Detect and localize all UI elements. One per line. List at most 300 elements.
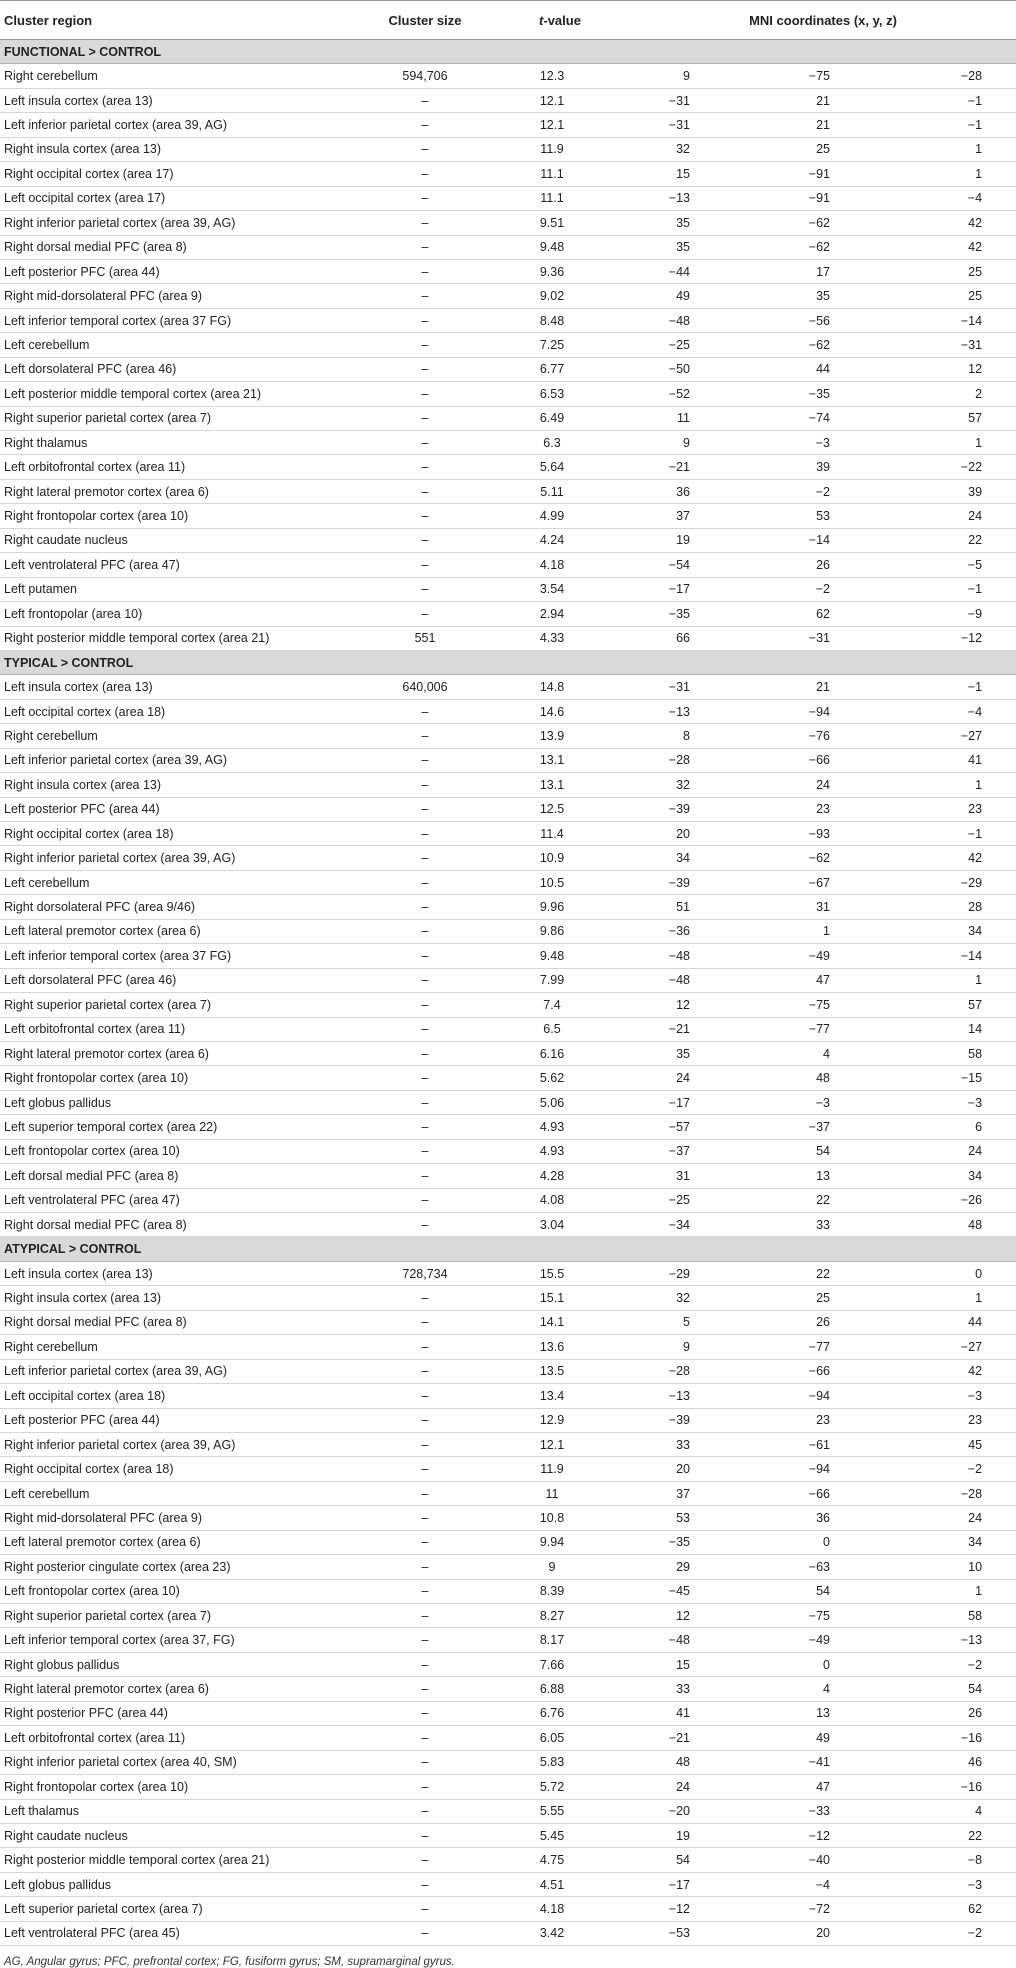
cell-cluster-size: – xyxy=(360,748,490,772)
cell-mni-x: −48 xyxy=(630,308,720,332)
cell-mni-z: −4 xyxy=(860,699,1016,723)
cell-region: Left insula cortex (area 13) xyxy=(0,88,360,112)
cell-cluster-size: – xyxy=(360,724,490,748)
cell-t-value: 3.04 xyxy=(490,1213,630,1237)
cell-t-value: 12.1 xyxy=(490,113,630,137)
table-row xyxy=(0,1701,1016,1725)
cell-mni-y: −66 xyxy=(720,748,860,772)
cell-mni-x: −37 xyxy=(630,1139,720,1163)
cell-mni-x: 37 xyxy=(630,1481,720,1505)
cell-t-value: 10.5 xyxy=(490,870,630,894)
table-row xyxy=(0,1066,1016,1090)
cell-t-value: 9.96 xyxy=(490,895,630,919)
cell-cluster-size: – xyxy=(360,1359,490,1383)
table-row xyxy=(0,113,1016,137)
cell-cluster-size: – xyxy=(360,382,490,406)
cell-mni-y: −75 xyxy=(720,64,860,88)
cell-t-value: 6.16 xyxy=(490,1041,630,1065)
cell-t-value: 4.51 xyxy=(490,1872,630,1896)
cell-t-value: 5.83 xyxy=(490,1750,630,1774)
cell-cluster-size: 551 xyxy=(360,626,490,650)
cell-region: Right posterior cingulate cortex (area 23) xyxy=(0,1555,360,1579)
cell-mni-y: 21 xyxy=(720,675,860,699)
table-row xyxy=(0,1041,1016,1065)
cell-cluster-size: – xyxy=(360,993,490,1017)
table-row xyxy=(0,1775,1016,1799)
cell-t-value: 7.4 xyxy=(490,993,630,1017)
cell-region: Right mid-dorsolateral PFC (area 9) xyxy=(0,284,360,308)
table-row xyxy=(0,724,1016,748)
cell-mni-y: 13 xyxy=(720,1164,860,1188)
cell-region: Right mid-dorsolateral PFC (area 9) xyxy=(0,1506,360,1530)
table-row xyxy=(0,919,1016,943)
table-footnote: AG, Angular gyrus; PFC, prefrontal cortex; FG, fusiform gyrus; SM, supramarginal gyrus. xyxy=(4,1956,455,1968)
cell-mni-y: 23 xyxy=(720,1408,860,1432)
table-row xyxy=(0,577,1016,601)
table-row xyxy=(0,1921,1016,1945)
table-row xyxy=(0,1652,1016,1676)
cell-cluster-size: – xyxy=(360,1775,490,1799)
cell-mni-y: −75 xyxy=(720,1604,860,1628)
table-row xyxy=(0,870,1016,894)
cell-mni-z: −1 xyxy=(860,577,1016,601)
cell-region: Right superior parietal cortex (area 7) xyxy=(0,993,360,1017)
cell-mni-y: −94 xyxy=(720,1384,860,1408)
cell-mni-x: 48 xyxy=(630,1750,720,1774)
cell-t-value: 3.42 xyxy=(490,1921,630,1945)
cell-mni-z: 14 xyxy=(860,1017,1016,1041)
cell-mni-z: −3 xyxy=(860,1872,1016,1896)
cell-region: Left posterior PFC (area 44) xyxy=(0,1408,360,1432)
cell-mni-z: 23 xyxy=(860,797,1016,821)
cell-mni-x: −35 xyxy=(630,602,720,626)
cell-cluster-size: – xyxy=(360,1408,490,1432)
table-row xyxy=(0,1139,1016,1163)
cell-t-value: 9.36 xyxy=(490,259,630,283)
cell-mni-x: −39 xyxy=(630,797,720,821)
cell-t-value: 8.39 xyxy=(490,1579,630,1603)
table-row xyxy=(0,1481,1016,1505)
cell-region: Left orbitofrontal cortex (area 11) xyxy=(0,1017,360,1041)
cell-region: Right dorsal medial PFC (area 8) xyxy=(0,1310,360,1334)
cell-mni-y: 36 xyxy=(720,1506,860,1530)
table-row xyxy=(0,1335,1016,1359)
cell-mni-y: 53 xyxy=(720,504,860,528)
cell-mni-z: 57 xyxy=(860,993,1016,1017)
cell-t-value: 4.24 xyxy=(490,528,630,552)
cell-mni-x: 32 xyxy=(630,1286,720,1310)
cell-mni-x: −20 xyxy=(630,1799,720,1823)
cell-mni-y: 62 xyxy=(720,602,860,626)
cell-cluster-size: – xyxy=(360,822,490,846)
table-row xyxy=(0,479,1016,503)
cell-mni-z: 42 xyxy=(860,211,1016,235)
cell-cluster-size: – xyxy=(360,919,490,943)
cell-mni-z: 23 xyxy=(860,1408,1016,1432)
table-row xyxy=(0,1432,1016,1456)
cell-mni-y: 35 xyxy=(720,284,860,308)
cell-region: Right inferior parietal cortex (area 40, SM) xyxy=(0,1750,360,1774)
cell-mni-x: −28 xyxy=(630,1359,720,1383)
cell-mni-z: 28 xyxy=(860,895,1016,919)
cell-cluster-size: – xyxy=(360,870,490,894)
table-row xyxy=(0,1017,1016,1041)
cell-region: Right inferior parietal cortex (area 39, AG) xyxy=(0,846,360,870)
cell-region: Left dorsolateral PFC (area 46) xyxy=(0,968,360,992)
cell-t-value: 9 xyxy=(490,1555,630,1579)
cell-cluster-size: 594,706 xyxy=(360,64,490,88)
table-row xyxy=(0,406,1016,430)
table-row xyxy=(0,308,1016,332)
table-row xyxy=(0,455,1016,479)
cell-cluster-size: – xyxy=(360,602,490,626)
table-header xyxy=(0,1,1016,40)
cell-t-value: 5.11 xyxy=(490,479,630,503)
cell-mni-z: −14 xyxy=(860,944,1016,968)
cell-mni-x: 19 xyxy=(630,528,720,552)
cell-mni-y: 39 xyxy=(720,455,860,479)
cell-mni-x: 9 xyxy=(630,1335,720,1359)
cell-mni-z: 39 xyxy=(860,479,1016,503)
cell-mni-y: −56 xyxy=(720,308,860,332)
cell-t-value: 14.1 xyxy=(490,1310,630,1334)
cell-mni-z: 1 xyxy=(860,968,1016,992)
cell-t-value: 2.94 xyxy=(490,602,630,626)
cell-cluster-size: 640,006 xyxy=(360,675,490,699)
cell-mni-x: 24 xyxy=(630,1775,720,1799)
table-body xyxy=(0,40,1016,1946)
cell-t-value: 8.27 xyxy=(490,1604,630,1628)
cell-mni-y: −66 xyxy=(720,1481,860,1505)
cell-mni-y: −41 xyxy=(720,1750,860,1774)
cell-cluster-size: – xyxy=(360,1652,490,1676)
cell-region: Left orbitofrontal cortex (area 11) xyxy=(0,455,360,479)
cell-mni-z: 22 xyxy=(860,1823,1016,1847)
cell-region: Right inferior parietal cortex (area 39, AG) xyxy=(0,211,360,235)
cell-mni-y: −76 xyxy=(720,724,860,748)
cell-mni-x: −13 xyxy=(630,1384,720,1408)
cell-region: Left posterior PFC (area 44) xyxy=(0,797,360,821)
table-row xyxy=(0,993,1016,1017)
table-row xyxy=(0,1530,1016,1554)
cell-t-value: 9.51 xyxy=(490,211,630,235)
cell-cluster-size: – xyxy=(360,1115,490,1139)
cell-mni-y: 17 xyxy=(720,259,860,283)
cell-cluster-size: – xyxy=(360,968,490,992)
cell-mni-z: −3 xyxy=(860,1090,1016,1114)
cell-mni-z: 58 xyxy=(860,1604,1016,1628)
cell-t-value: 4.93 xyxy=(490,1115,630,1139)
table-row xyxy=(0,968,1016,992)
cell-mni-z: −16 xyxy=(860,1726,1016,1750)
cell-cluster-size: – xyxy=(360,944,490,968)
cell-cluster-size: – xyxy=(360,1604,490,1628)
cell-mni-x: 49 xyxy=(630,284,720,308)
cell-mni-x: 35 xyxy=(630,211,720,235)
cell-region: Right dorsal medial PFC (area 8) xyxy=(0,1213,360,1237)
cell-t-value: 8.48 xyxy=(490,308,630,332)
cell-cluster-size: – xyxy=(360,455,490,479)
table-row xyxy=(0,259,1016,283)
cell-t-value: 11.1 xyxy=(490,162,630,186)
table-row xyxy=(0,1823,1016,1847)
cell-mni-z: 42 xyxy=(860,235,1016,259)
cell-mni-z: 26 xyxy=(860,1701,1016,1725)
cell-t-value: 4.08 xyxy=(490,1188,630,1212)
cell-mni-x: −36 xyxy=(630,919,720,943)
cell-mni-x: 32 xyxy=(630,773,720,797)
cell-region: Left frontopolar (area 10) xyxy=(0,602,360,626)
cell-region: Left putamen xyxy=(0,577,360,601)
cell-t-value: 13.1 xyxy=(490,773,630,797)
cell-mni-z: 1 xyxy=(860,431,1016,455)
cell-t-value: 10.8 xyxy=(490,1506,630,1530)
cell-mni-z: 42 xyxy=(860,846,1016,870)
cell-mni-x: 19 xyxy=(630,1823,720,1847)
cell-cluster-size: – xyxy=(360,333,490,357)
cell-mni-x: −35 xyxy=(630,1530,720,1554)
cell-mni-y: 22 xyxy=(720,1188,860,1212)
cell-mni-z: −15 xyxy=(860,1066,1016,1090)
table-row xyxy=(0,1213,1016,1237)
cell-mni-z: 12 xyxy=(860,357,1016,381)
table-row xyxy=(0,773,1016,797)
cell-mni-y: 0 xyxy=(720,1530,860,1554)
cell-mni-y: 4 xyxy=(720,1041,860,1065)
cell-mni-y: 49 xyxy=(720,1726,860,1750)
cell-mni-y: −62 xyxy=(720,211,860,235)
cell-region: Right insula cortex (area 13) xyxy=(0,137,360,161)
table-row xyxy=(0,235,1016,259)
cell-t-value: 11.1 xyxy=(490,186,630,210)
table-row xyxy=(0,1090,1016,1114)
table-row xyxy=(0,822,1016,846)
cell-region: Right occipital cortex (area 18) xyxy=(0,1457,360,1481)
cell-t-value: 15.5 xyxy=(490,1261,630,1285)
cell-cluster-size: – xyxy=(360,1090,490,1114)
cell-mni-z: −22 xyxy=(860,455,1016,479)
cell-mni-x: −31 xyxy=(630,113,720,137)
table-row xyxy=(0,1310,1016,1334)
cell-mni-y: −62 xyxy=(720,846,860,870)
cell-mni-x: 32 xyxy=(630,137,720,161)
cell-mni-y: 21 xyxy=(720,113,860,137)
cell-cluster-size: – xyxy=(360,1579,490,1603)
cell-mni-y: 4 xyxy=(720,1677,860,1701)
cell-mni-z: 44 xyxy=(860,1310,1016,1334)
cell-cluster-size: – xyxy=(360,357,490,381)
cell-t-value: 13.5 xyxy=(490,1359,630,1383)
cell-cluster-size: – xyxy=(360,88,490,112)
cell-mni-y: −77 xyxy=(720,1017,860,1041)
cell-mni-x: 20 xyxy=(630,822,720,846)
cell-mni-y: −62 xyxy=(720,235,860,259)
cell-mni-z: 22 xyxy=(860,528,1016,552)
table-row xyxy=(0,1164,1016,1188)
cell-t-value: 6.5 xyxy=(490,1017,630,1041)
cell-mni-z: −14 xyxy=(860,308,1016,332)
cell-region: Left orbitofrontal cortex (area 11) xyxy=(0,1726,360,1750)
cell-mni-x: −13 xyxy=(630,186,720,210)
cell-mni-y: −4 xyxy=(720,1872,860,1896)
cell-cluster-size: – xyxy=(360,1872,490,1896)
cell-t-value: 11 xyxy=(490,1481,630,1505)
cell-t-value: 12.1 xyxy=(490,1432,630,1456)
cell-cluster-size: – xyxy=(360,1286,490,1310)
table-row xyxy=(0,88,1016,112)
cell-mni-y: −3 xyxy=(720,431,860,455)
table-row xyxy=(0,748,1016,772)
cell-mni-z: −8 xyxy=(860,1848,1016,1872)
cell-mni-z: −13 xyxy=(860,1628,1016,1652)
cell-mni-z: 57 xyxy=(860,406,1016,430)
cell-t-value: 10.9 xyxy=(490,846,630,870)
cell-mni-z: −31 xyxy=(860,333,1016,357)
table-row xyxy=(0,699,1016,723)
cell-mni-y: −2 xyxy=(720,479,860,503)
cell-region: Right frontopolar cortex (area 10) xyxy=(0,1066,360,1090)
cell-mni-x: 12 xyxy=(630,993,720,1017)
cell-cluster-size: – xyxy=(360,1677,490,1701)
cell-cluster-size: – xyxy=(360,235,490,259)
table-row xyxy=(0,675,1016,699)
cell-region: Left globus pallidus xyxy=(0,1872,360,1896)
cell-mni-z: −1 xyxy=(860,822,1016,846)
cell-mni-y: 54 xyxy=(720,1139,860,1163)
cell-cluster-size: – xyxy=(360,1555,490,1579)
cell-mni-z: 25 xyxy=(860,259,1016,283)
table-row xyxy=(0,1188,1016,1212)
cell-region: Left occipital cortex (area 18) xyxy=(0,1384,360,1408)
cell-mni-z: −27 xyxy=(860,724,1016,748)
cell-region: Left insula cortex (area 13) xyxy=(0,1261,360,1285)
cell-region: Left globus pallidus xyxy=(0,1090,360,1114)
cell-mni-x: −12 xyxy=(630,1897,720,1921)
section-header-row xyxy=(0,650,1016,674)
cell-cluster-size: – xyxy=(360,846,490,870)
cell-mni-z: 48 xyxy=(860,1213,1016,1237)
cell-cluster-size: – xyxy=(360,797,490,821)
cell-mni-z: −28 xyxy=(860,1481,1016,1505)
cell-region: Right insula cortex (area 13) xyxy=(0,1286,360,1310)
cell-mni-y: −94 xyxy=(720,1457,860,1481)
table-row xyxy=(0,186,1016,210)
cell-region: Right occipital cortex (area 18) xyxy=(0,822,360,846)
table-row xyxy=(0,1726,1016,1750)
cell-mni-x: 53 xyxy=(630,1506,720,1530)
cell-mni-z: 2 xyxy=(860,382,1016,406)
cell-region: Right posterior middle temporal cortex (area 21) xyxy=(0,1848,360,1872)
cell-region: Left dorsal medial PFC (area 8) xyxy=(0,1164,360,1188)
cell-t-value: 3.54 xyxy=(490,577,630,601)
table-row xyxy=(0,431,1016,455)
cell-region: Left frontopolar cortex (area 10) xyxy=(0,1579,360,1603)
cell-mni-y: 20 xyxy=(720,1921,860,1945)
cell-cluster-size: 728,734 xyxy=(360,1261,490,1285)
table-row xyxy=(0,553,1016,577)
table-row xyxy=(0,1677,1016,1701)
cell-region: Right superior parietal cortex (area 7) xyxy=(0,1604,360,1628)
cell-t-value: 14.8 xyxy=(490,675,630,699)
cell-mni-y: 31 xyxy=(720,895,860,919)
table-row xyxy=(0,1604,1016,1628)
cell-mni-z: 34 xyxy=(860,919,1016,943)
cell-mni-x: 54 xyxy=(630,1848,720,1872)
cell-mni-y: 47 xyxy=(720,968,860,992)
cell-mni-y: −72 xyxy=(720,1897,860,1921)
cell-mni-z: 46 xyxy=(860,1750,1016,1774)
cell-cluster-size: – xyxy=(360,1530,490,1554)
cell-cluster-size: – xyxy=(360,504,490,528)
cell-cluster-size: – xyxy=(360,259,490,283)
cell-region: Left lateral premotor cortex (area 6) xyxy=(0,1530,360,1554)
cell-mni-z: −1 xyxy=(860,113,1016,137)
cell-t-value: 9.86 xyxy=(490,919,630,943)
cell-cluster-size: – xyxy=(360,186,490,210)
cell-t-value: 4.99 xyxy=(490,504,630,528)
cell-mni-y: −75 xyxy=(720,993,860,1017)
cell-mni-z: −2 xyxy=(860,1457,1016,1481)
cell-cluster-size: – xyxy=(360,1188,490,1212)
cell-mni-z: 24 xyxy=(860,1139,1016,1163)
table-row xyxy=(0,137,1016,161)
cell-mni-x: 66 xyxy=(630,626,720,650)
cell-mni-x: 35 xyxy=(630,1041,720,1065)
cell-mni-y: 21 xyxy=(720,88,860,112)
table-row xyxy=(0,528,1016,552)
cell-cluster-size: – xyxy=(360,1384,490,1408)
cell-t-value: 5.45 xyxy=(490,1823,630,1847)
table-row xyxy=(0,64,1016,88)
table-row xyxy=(0,357,1016,381)
cell-mni-y: −2 xyxy=(720,577,860,601)
cell-cluster-size: – xyxy=(360,699,490,723)
table-row xyxy=(0,1628,1016,1652)
table-row xyxy=(0,797,1016,821)
cell-mni-y: −91 xyxy=(720,162,860,186)
cell-cluster-size: – xyxy=(360,1848,490,1872)
cell-mni-y: −74 xyxy=(720,406,860,430)
table-row xyxy=(0,162,1016,186)
header-t-value xyxy=(490,1,630,40)
cell-mni-x: 34 xyxy=(630,846,720,870)
cell-t-value: 6.77 xyxy=(490,357,630,381)
cell-region: Right lateral premotor cortex (area 6) xyxy=(0,1677,360,1701)
cell-t-value: 7.25 xyxy=(490,333,630,357)
cell-region: Left inferior parietal cortex (area 39, AG) xyxy=(0,748,360,772)
cell-cluster-size: – xyxy=(360,1017,490,1041)
cell-cluster-size: – xyxy=(360,1799,490,1823)
header-cluster-size: Cluster size xyxy=(360,1,490,40)
cell-region: Right thalamus xyxy=(0,431,360,455)
table-row xyxy=(0,1457,1016,1481)
cell-cluster-size: – xyxy=(360,1335,490,1359)
table-row xyxy=(0,1799,1016,1823)
cell-mni-z: 0 xyxy=(860,1261,1016,1285)
cell-region: Right lateral premotor cortex (area 6) xyxy=(0,1041,360,1065)
header-row xyxy=(0,1,1016,40)
cell-mni-z: 45 xyxy=(860,1432,1016,1456)
cell-mni-x: 15 xyxy=(630,162,720,186)
cell-region: Right posterior middle temporal cortex (area 21) xyxy=(0,626,360,650)
cell-mni-x: −54 xyxy=(630,553,720,577)
cell-region: Left occipital cortex (area 18) xyxy=(0,699,360,723)
cell-mni-x: −29 xyxy=(630,1261,720,1285)
cell-mni-y: 23 xyxy=(720,797,860,821)
cell-mni-y: −61 xyxy=(720,1432,860,1456)
cell-mni-x: −53 xyxy=(630,1921,720,1945)
cell-t-value: 15.1 xyxy=(490,1286,630,1310)
